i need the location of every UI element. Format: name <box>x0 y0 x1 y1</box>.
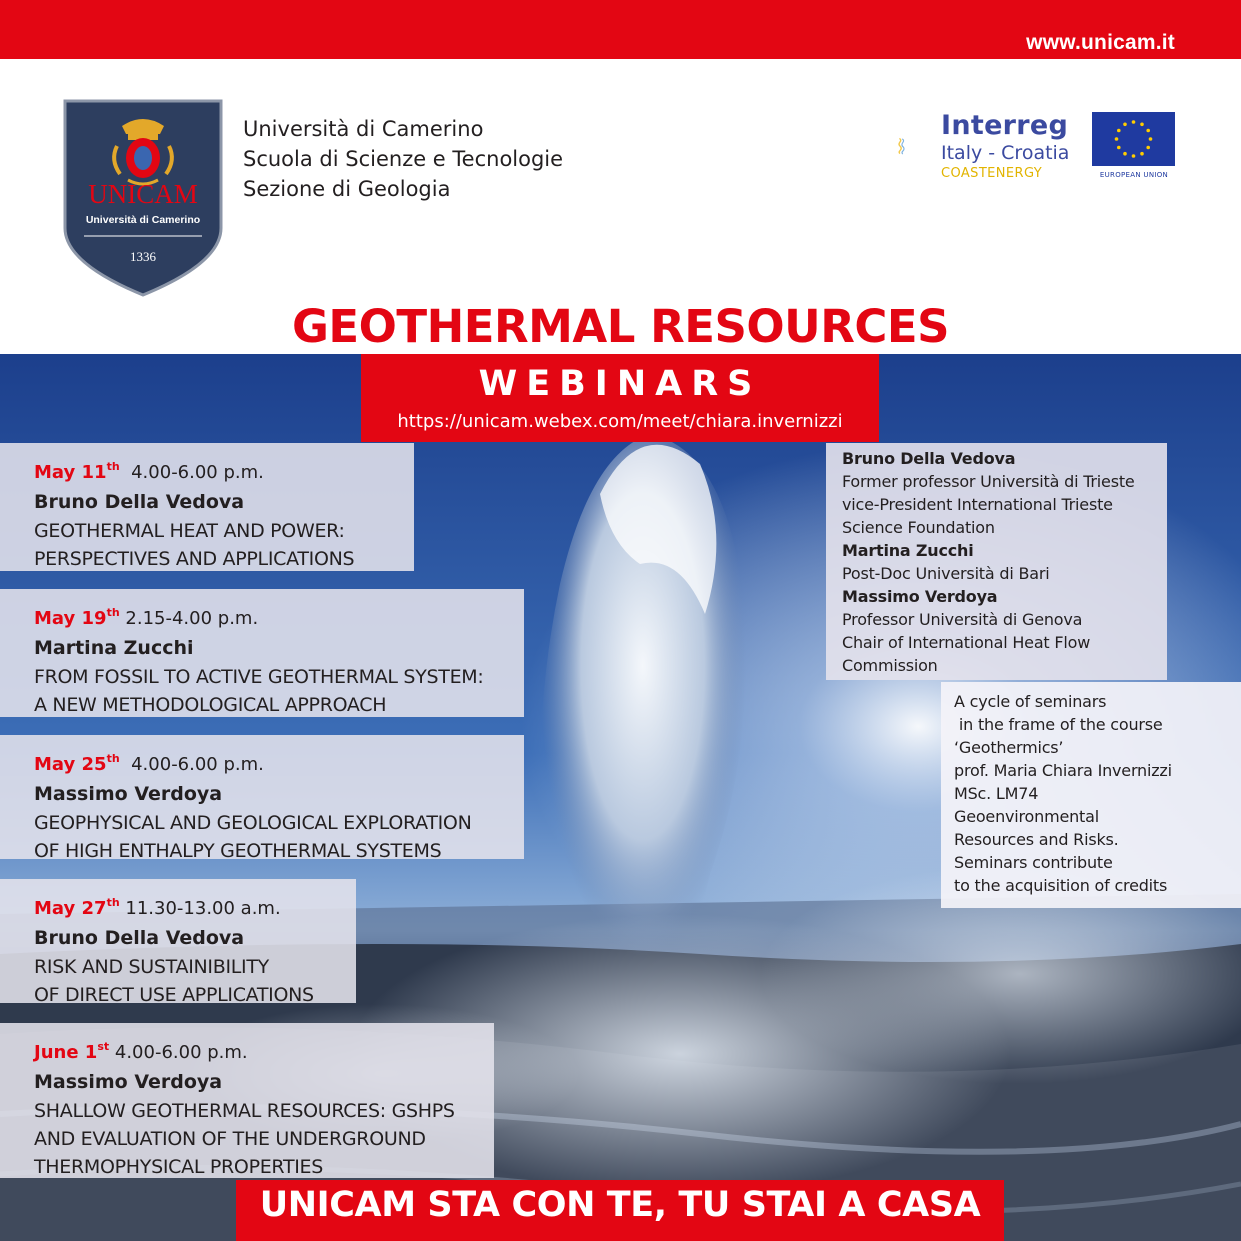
speaker-bio-line: Professor Università di Genova <box>842 610 1083 629</box>
session-speaker: Martina Zucchi <box>34 637 194 659</box>
interreg-waves-icon <box>898 110 942 182</box>
session-card <box>0 1023 494 1178</box>
session-speaker: Bruno Della Vedova <box>34 927 245 949</box>
session-time: 11.30-13.00 a.m. <box>125 898 281 919</box>
logo-wordmark: UNICAM <box>88 179 198 209</box>
institution-university: Università di Camerino <box>243 117 484 141</box>
interreg-project: COASTENERGY <box>941 166 1043 181</box>
speaker-bio-line: vice-President International Trieste <box>842 495 1113 514</box>
speakers-bio-panel <box>826 443 1167 680</box>
webinars-heading: WEBINARS <box>478 364 762 404</box>
session-time: 4.00-6.00 p.m. <box>114 1042 248 1063</box>
speaker-name: Martina Zucchi <box>842 541 974 560</box>
eu-flag-icon <box>1092 112 1175 166</box>
speaker-name: Massimo Verdoya <box>842 587 998 606</box>
speaker-bio-line: Chair of International Heat Flow <box>842 633 1091 652</box>
session-date: May 11th <box>34 460 120 483</box>
session-time: 4.00-6.00 p.m. <box>131 462 264 483</box>
speaker-bio-line: Post-Doc Università di Bari <box>842 564 1050 583</box>
session-card <box>0 735 524 862</box>
session-datetime <box>34 599 524 633</box>
session-datetime <box>34 1033 494 1067</box>
session-topic: GEOPHYSICAL AND GEOLOGICAL EXPLORATION OF HIGH ENTHALPY GEOTHERMAL SYSTEMS <box>34 812 472 862</box>
session-datetime <box>34 745 524 779</box>
session-speaker: Massimo Verdoya <box>34 1071 223 1093</box>
interreg-region: Italy - Croatia <box>941 142 1070 164</box>
webinar-meeting-link[interactable]: https://unicam.webex.com/meet/chiara.invernizzi <box>397 411 843 432</box>
interreg-program: Interreg <box>941 110 1069 141</box>
unicam-shield-logo <box>62 98 224 298</box>
session-card <box>0 443 414 571</box>
session-datetime <box>34 889 356 923</box>
session-speaker: Massimo Verdoya <box>34 783 223 805</box>
session-card <box>0 589 524 717</box>
session-date: May 27th <box>34 896 120 919</box>
course-note: A cycle of seminars in the frame of the course ‘Geothermics’ prof. Maria Chiara Invernizzi MSc. LM74 Geoenvironmental Resources and Risks. Seminars contribute to the acquisition of credits <box>941 682 1241 908</box>
session-time: 4.00-6.00 p.m. <box>131 754 264 775</box>
slogan-text: UNICAM STA CON TE, TU STAI A CASA <box>259 1185 981 1225</box>
session-topic: FROM FOSSIL TO ACTIVE GEOTHERMAL SYSTEM: A NEW METHODOLOGICAL APPROACH <box>34 666 484 716</box>
session-datetime <box>34 453 414 487</box>
session-date: May 19th <box>34 606 120 629</box>
session-date: May 25th <box>34 752 120 775</box>
session-card <box>0 879 356 1006</box>
institution-school: Scuola di Scienze e Tecnologie <box>243 147 564 171</box>
session-topic: RISK AND SUSTAINIBILITY OF DIRECT USE APPLICATIONS <box>34 956 314 1006</box>
session-time: 2.15-4.00 p.m. <box>125 608 259 629</box>
session-speaker: Bruno Della Vedova <box>34 491 245 513</box>
speaker-name: Bruno Della Vedova <box>842 449 1016 468</box>
speaker-bio-line: Former professor Università di Trieste <box>842 472 1135 491</box>
eu-label: EUROPEAN UNION <box>1099 171 1169 179</box>
site-url-link[interactable]: www.unicam.it <box>1026 31 1175 54</box>
speaker-bio-line: Commission <box>842 656 938 675</box>
session-date: June 1st <box>34 1040 110 1063</box>
institution-section: Sezione di Geologia <box>243 177 451 201</box>
logo-university-name: Università di Camerino <box>85 214 201 226</box>
speaker-bio-line: Science Foundation <box>842 518 995 537</box>
session-topic: GEOTHERMAL HEAT AND POWER: PERSPECTIVES AND APPLICATIONS <box>34 520 355 570</box>
session-topic: SHALLOW GEOTHERMAL RESOURCES: GSHPS AND EVALUATION OF THE UNDERGROUND THERMOPHYSICAL PROPERTIES <box>34 1100 455 1178</box>
page-title: GEOTHERMAL RESOURCES <box>291 300 950 353</box>
logo-year: 1336 <box>130 249 156 264</box>
institution-block <box>243 114 563 204</box>
